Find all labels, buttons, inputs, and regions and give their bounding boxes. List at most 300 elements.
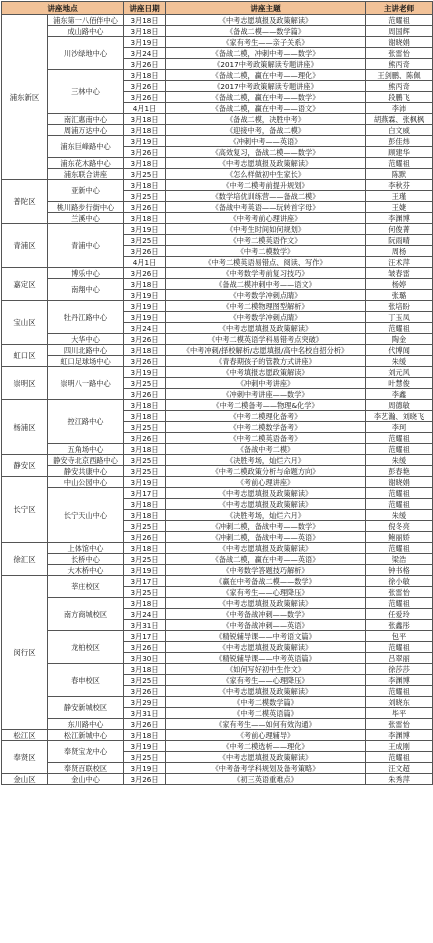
date-cell: 3月18日 [124, 26, 166, 37]
table-row [2, 180, 433, 191]
topic-cell: 《怎么样做初中生家长》 [166, 169, 366, 180]
table-row [2, 774, 433, 785]
topic-cell: 《中考二模备考——物理&化学》 [166, 400, 366, 411]
topic-cell: 《中考二模政策分析与命题方向》 [166, 466, 366, 477]
district-cell: 浦东新区 [2, 15, 48, 180]
date-cell: 3月18日 [124, 345, 166, 356]
teacher-cell: 谢晓娟 [366, 477, 433, 488]
teacher-cell: 范耀祖 [366, 752, 433, 763]
center-cell: 五角场中心 [48, 444, 124, 455]
teacher-cell: 吕翠丽 [366, 653, 433, 664]
teacher-cell: 毕平 [366, 708, 433, 719]
table-row [2, 444, 433, 455]
table-row [2, 565, 433, 576]
header-teacher: 主讲老师 [366, 2, 433, 15]
district-cell: 宝山区 [2, 301, 48, 345]
date-cell: 3月18日 [124, 213, 166, 224]
center-cell: 亚新中心 [48, 180, 124, 202]
teacher-cell: 李渊博 [366, 213, 433, 224]
district-cell: 虹口区 [2, 345, 48, 367]
teacher-cell: 鲍丽娇 [366, 532, 433, 543]
teacher-cell: 李鑫 [366, 389, 433, 400]
date-cell: 3月18日 [124, 510, 166, 521]
teacher-cell: 刘元风 [366, 367, 433, 378]
teacher-cell: 朱缓 [366, 356, 433, 367]
date-cell: 3月18日 [124, 180, 166, 191]
table-row [2, 213, 433, 224]
topic-cell: 《中考填报志愿政策解读》 [166, 367, 366, 378]
center-cell: 莘庄校区 [48, 576, 124, 598]
teacher-cell: 皱春雷 [366, 268, 433, 279]
date-cell: 3月31日 [124, 708, 166, 719]
table-row [2, 477, 433, 488]
center-cell: 静安新城校区 [48, 697, 124, 719]
topic-cell: 《中考志愿填报及政策解读》 [166, 488, 366, 499]
date-cell: 3月18日 [124, 411, 166, 422]
date-cell: 3月26日 [124, 642, 166, 653]
date-cell: 3月19日 [124, 477, 166, 488]
topic-cell: 《冲刺中考——英语》 [166, 136, 366, 147]
topic-cell: 《中考二模考前提升规划》 [166, 180, 366, 191]
date-cell: 3月17日 [124, 488, 166, 499]
topic-cell: 《考前心理讲座》 [166, 477, 366, 488]
topic-cell: 《中考二模理化备考》 [166, 411, 366, 422]
date-cell: 3月25日 [124, 675, 166, 686]
center-cell: 崇明八一路中心 [48, 367, 124, 400]
date-cell: 3月26日 [124, 246, 166, 257]
date-cell: 3月19日 [124, 136, 166, 147]
center-cell: 奉贤百联校区 [48, 763, 124, 774]
topic-cell: 《中考志愿填报及政策解读》 [166, 686, 366, 697]
teacher-cell: 张雷怡 [366, 587, 433, 598]
topic-cell: 《中考志愿填报及政策解读》 [166, 543, 366, 554]
topic-cell: 《备战二模，赢在中考——语文》 [166, 103, 366, 114]
center-cell: 青浦中心 [48, 224, 124, 268]
teacher-cell: 叶慧俊 [366, 378, 433, 389]
topic-cell: 《考前心理辅导》 [166, 730, 366, 741]
teacher-cell: 徐莎莎 [366, 664, 433, 675]
date-cell: 3月24日 [124, 323, 166, 334]
date-cell: 3月19日 [124, 224, 166, 235]
date-cell: 3月26日 [124, 532, 166, 543]
teacher-cell: 彭佳炜 [366, 136, 433, 147]
center-cell: 上体馆中心 [48, 543, 124, 554]
center-cell: 四川北路中心 [48, 345, 124, 356]
table-row [2, 268, 433, 279]
teacher-cell: 张鑫彤 [366, 620, 433, 631]
table-row [2, 301, 433, 312]
teacher-cell: 顾建华 [366, 147, 433, 158]
teacher-cell: 李渊博 [366, 730, 433, 741]
date-cell: 3月26日 [124, 433, 166, 444]
date-cell: 3月26日 [124, 389, 166, 400]
topic-cell: 《备战二模，决胜中考》 [166, 114, 366, 125]
teacher-cell: 王瑾 [366, 191, 433, 202]
center-cell: 南汇惠南中心 [48, 114, 124, 125]
table-row [2, 488, 433, 499]
date-cell: 3月25日 [124, 587, 166, 598]
center-cell: 南方商城校区 [48, 598, 124, 631]
table-row [2, 15, 433, 26]
date-cell: 3月19日 [124, 763, 166, 774]
table-row [2, 719, 433, 730]
date-cell: 3月25日 [124, 752, 166, 763]
topic-cell: 《中考生时间如何规划》 [166, 224, 366, 235]
date-cell: 3月19日 [124, 565, 166, 576]
teacher-cell: 李秋芬 [366, 180, 433, 191]
district-cell: 嘉定区 [2, 268, 48, 301]
center-cell: 牡丹江路中心 [48, 301, 124, 334]
center-cell: 大华中心 [48, 334, 124, 345]
table-row [2, 730, 433, 741]
topic-cell: 《冲刺二模，备战中考——数学》 [166, 521, 366, 532]
date-cell: 3月26日 [124, 81, 166, 92]
date-cell: 3月17日 [124, 576, 166, 587]
topic-cell: 《中考二模英语易错点、阅读、写作》 [166, 257, 366, 268]
date-cell: 3月25日 [124, 235, 166, 246]
date-cell: 3月18日 [124, 444, 166, 455]
table-row [2, 125, 433, 136]
topic-cell: 《数学培优训练营——备战二模》 [166, 191, 366, 202]
date-cell: 3月25日 [124, 455, 166, 466]
teacher-cell: 范耀祖 [366, 543, 433, 554]
table-row [2, 400, 433, 411]
teacher-cell: 朱秀萍 [366, 774, 433, 785]
date-cell: 3月19日 [124, 367, 166, 378]
teacher-cell: 范耀祖 [366, 488, 433, 499]
center-cell: 春申校区 [48, 664, 124, 697]
table-row [2, 741, 433, 752]
topic-cell: 《中考数学考前复习技巧》 [166, 268, 366, 279]
date-cell: 3月31日 [124, 620, 166, 631]
topic-cell: 《备战中考二模》 [166, 444, 366, 455]
teacher-cell: 朱缓 [366, 455, 433, 466]
center-cell: 长宁天山中心 [48, 488, 124, 543]
date-cell: 3月19日 [124, 290, 166, 301]
date-cell: 3月24日 [124, 48, 166, 59]
date-cell: 3月17日 [124, 631, 166, 642]
date-cell: 3月26日 [124, 268, 166, 279]
center-cell: 川沙绿地中心 [48, 37, 124, 70]
district-cell: 静安区 [2, 455, 48, 477]
teacher-cell: 徐小敏 [366, 576, 433, 587]
table-row [2, 763, 433, 774]
date-cell: 3月19日 [124, 301, 166, 312]
topic-cell: 《2017中考政策解读专题讲座》 [166, 59, 366, 70]
teacher-cell: 任爱玲 [366, 609, 433, 620]
table-row [2, 455, 433, 466]
topic-cell: 《冲刺二模，备战中考——英语》 [166, 532, 366, 543]
date-cell: 4月1日 [124, 103, 166, 114]
district-cell: 闵行区 [2, 576, 48, 730]
center-cell: 周浦万达中心 [48, 125, 124, 136]
center-cell: 龙柏校区 [48, 631, 124, 664]
date-cell: 3月19日 [124, 312, 166, 323]
table-row [2, 26, 433, 37]
topic-cell: 《中考二模英语篇》 [166, 708, 366, 719]
teacher-cell: 熊丙奇 [366, 81, 433, 92]
date-cell: 3月18日 [124, 70, 166, 81]
teacher-cell: 王剑鹏、陈佩 [366, 70, 433, 81]
date-cell: 3月18日 [124, 125, 166, 136]
date-cell: 3月18日 [124, 279, 166, 290]
header-date: 讲座日期 [124, 2, 166, 15]
date-cell: 3月25日 [124, 191, 166, 202]
teacher-cell: 范耀祖 [366, 444, 433, 455]
date-cell: 3月26日 [124, 356, 166, 367]
date-cell: 3月18日 [124, 543, 166, 554]
district-cell: 杨浦区 [2, 400, 48, 455]
table-row [2, 576, 433, 587]
teacher-cell: 陈默 [366, 169, 433, 180]
topic-cell: 《中考志愿填报及政策解读》 [166, 15, 366, 26]
teacher-cell: 范耀祖 [366, 686, 433, 697]
table-row [2, 345, 433, 356]
center-cell: 虹口足球场中心 [48, 356, 124, 367]
date-cell: 3月26日 [124, 774, 166, 785]
schedule-body [2, 15, 433, 785]
teacher-cell: 周杨 [366, 246, 433, 257]
district-cell: 奉贤区 [2, 741, 48, 774]
teacher-cell: 王成刚 [366, 741, 433, 752]
topic-cell: 《中考志愿填报及政策解读》 [166, 752, 366, 763]
topic-cell: 《高效复习，备战二模——数学》 [166, 147, 366, 158]
date-cell: 3月25日 [124, 378, 166, 389]
table-row [2, 136, 433, 147]
topic-cell: 《迎接中考，备战二模》 [166, 125, 366, 136]
date-cell: 3月25日 [124, 466, 166, 477]
date-cell: 3月24日 [124, 609, 166, 620]
date-cell: 3月30日 [124, 653, 166, 664]
district-cell: 普陀区 [2, 180, 48, 224]
topic-cell: 《家有考生——心理降压》 [166, 675, 366, 686]
table-row [2, 70, 433, 81]
teacher-cell: 包平 [366, 631, 433, 642]
teacher-cell: 熊丙奇 [366, 59, 433, 70]
topic-cell: 《如何写好初中生作文》 [166, 664, 366, 675]
teacher-cell: 汪术萍 [366, 257, 433, 268]
topic-cell: 《中考数学冲刺点睛》 [166, 290, 366, 301]
teacher-cell: 范耀祖 [366, 323, 433, 334]
center-cell: 成山路中心 [48, 26, 124, 37]
center-cell: 奉贤宝龙中心 [48, 741, 124, 763]
table-row [2, 554, 433, 565]
date-cell: 3月18日 [124, 499, 166, 510]
topic-cell: 《精锐辅导课——中考英语篇》 [166, 653, 366, 664]
date-cell: 3月26日 [124, 686, 166, 697]
center-cell: 兰溪中心 [48, 213, 124, 224]
date-cell: 3月18日 [124, 114, 166, 125]
district-cell: 长宁区 [2, 477, 48, 543]
topic-cell: 《中考二模选析——理化》 [166, 741, 366, 752]
center-cell: 中山公园中心 [48, 477, 124, 488]
teacher-cell: 李艺瀚、刘晓飞 [366, 411, 433, 422]
teacher-cell: 段鹏飞 [366, 92, 433, 103]
topic-cell: 《中考志愿填报及政策解读》 [166, 642, 366, 653]
teacher-cell: 朱缓 [366, 510, 433, 521]
header-location: 讲座地点 [2, 2, 124, 15]
topic-cell: 《赢在中考备战二模——数学》 [166, 576, 366, 587]
topic-cell: 《2017中考政策解读专题讲座》 [166, 81, 366, 92]
date-cell: 3月25日 [124, 554, 166, 565]
date-cell: 3月26日 [124, 92, 166, 103]
teacher-cell: 范耀祖 [366, 15, 433, 26]
center-cell: 桃川路步行街中心 [48, 202, 124, 213]
topic-cell: 《家有考生——亲子关系》 [166, 37, 366, 48]
table-row [2, 697, 433, 708]
topic-cell: 《中考二模英语学科易错考点突破》 [166, 334, 366, 345]
topic-cell: 《决胜考场，灿烂六月》 [166, 510, 366, 521]
teacher-cell: 范耀祖 [366, 158, 433, 169]
table-row [2, 334, 433, 345]
teacher-cell: 陶金 [366, 334, 433, 345]
header-topic: 讲座主题 [166, 2, 366, 15]
topic-cell: 《中考备战冲刺——数学》 [166, 609, 366, 620]
date-cell: 3月18日 [124, 15, 166, 26]
topic-cell: 《初三英语重难点》 [166, 774, 366, 785]
table-row [2, 356, 433, 367]
topic-cell: 《中考二模数学篇》 [166, 697, 366, 708]
center-cell: 浦东巨峰路中心 [48, 136, 124, 158]
center-cell: 金山中心 [48, 774, 124, 785]
topic-cell: 《中考二模数学备考》 [166, 422, 366, 433]
table-row [2, 158, 433, 169]
topic-cell: 《中考二模英语作文》 [166, 235, 366, 246]
center-cell: 东川路中心 [48, 719, 124, 730]
topic-cell: 《备战二模，冲刺中考——数学》 [166, 48, 366, 59]
topic-cell: 《备战二模——数学篇》 [166, 26, 366, 37]
topic-cell: 《中考志愿填报及政策解读》 [166, 598, 366, 609]
header-row [2, 2, 433, 15]
district-cell: 松江区 [2, 730, 48, 741]
topic-cell: 《家有考生——心理降压》 [166, 587, 366, 598]
date-cell: 3月18日 [124, 598, 166, 609]
date-cell: 3月26日 [124, 59, 166, 70]
teacher-cell: 何俊菁 [366, 224, 433, 235]
teacher-cell: 周国辉 [366, 26, 433, 37]
topic-cell: 《决胜考场，灿烂六月》 [166, 455, 366, 466]
date-cell: 3月19日 [124, 37, 166, 48]
topic-cell: 《青春期孩子的管教方式讲座》 [166, 356, 366, 367]
date-cell: 3月26日 [124, 202, 166, 213]
topic-cell: 《中考二模数学》 [166, 246, 366, 257]
teacher-cell: 胡燕霖、张枫枫 [366, 114, 433, 125]
teacher-cell: 王婕 [366, 202, 433, 213]
center-cell: 博乐中心 [48, 268, 124, 279]
center-cell: 浦东联合讲座 [48, 169, 124, 180]
topic-cell: 《备战二模，赢在中考——数学》 [166, 92, 366, 103]
table-row [2, 279, 433, 290]
teacher-cell: 张璐 [366, 290, 433, 301]
teacher-cell: 范耀祖 [366, 642, 433, 653]
topic-cell: 《备战二模，赢在中考——英语》 [166, 554, 366, 565]
table-row [2, 202, 433, 213]
district-cell: 崇明区 [2, 367, 48, 400]
center-cell: 静安共康中心 [48, 466, 124, 477]
table-row [2, 598, 433, 609]
teacher-cell: 李沛 [366, 103, 433, 114]
teacher-cell: 张雷怡 [366, 48, 433, 59]
date-cell: 3月18日 [124, 730, 166, 741]
table-row [2, 169, 433, 180]
teacher-cell: 钟书格 [366, 565, 433, 576]
table-row [2, 543, 433, 554]
teacher-cell: 倪冬亮 [366, 521, 433, 532]
topic-cell: 《中考二模英语备考》 [166, 433, 366, 444]
teacher-cell: 范耀祖 [366, 433, 433, 444]
topic-cell: 《冲刺中考讲座》 [166, 378, 366, 389]
date-cell: 3月26日 [124, 334, 166, 345]
topic-cell: 《中考数学答题技巧解析》 [166, 565, 366, 576]
topic-cell: 《中考志愿填报及政策解读》 [166, 499, 366, 510]
lecture-schedule-table [1, 1, 433, 785]
topic-cell: 《冲刺中考讲座——数学》 [166, 389, 366, 400]
teacher-cell: 杨婷 [366, 279, 433, 290]
center-cell: 大木桥中心 [48, 565, 124, 576]
date-cell: 3月26日 [124, 147, 166, 158]
table-row [2, 367, 433, 378]
teacher-cell: 周德敏 [366, 400, 433, 411]
table-row [2, 224, 433, 235]
district-cell: 徐汇区 [2, 543, 48, 576]
center-cell: 长桥中心 [48, 554, 124, 565]
topic-cell: 《中考冲刺/择校解析/志愿填报/高中名校自招分析》 [166, 345, 366, 356]
table-row [2, 664, 433, 675]
table-row [2, 631, 433, 642]
district-cell: 金山区 [2, 774, 48, 785]
topic-cell: 《中考志愿填报及政策解读》 [166, 323, 366, 334]
teacher-cell: 张雷怡 [366, 719, 433, 730]
teacher-cell: 代博闻 [366, 345, 433, 356]
teacher-cell: 彭春艳 [366, 466, 433, 477]
teacher-cell: 李珂 [366, 422, 433, 433]
center-cell: 浦东第一八佰伴中心 [48, 15, 124, 26]
topic-cell: 《精锐辅导课——中考语文篇》 [166, 631, 366, 642]
topic-cell: 《中考志愿填报及政策解读》 [166, 158, 366, 169]
center-cell: 南翔中心 [48, 279, 124, 301]
date-cell: 3月29日 [124, 697, 166, 708]
date-cell: 3月18日 [124, 664, 166, 675]
center-cell: 静安寺北京西路中心 [48, 455, 124, 466]
district-cell: 青浦区 [2, 224, 48, 268]
teacher-cell: 范耀祖 [366, 499, 433, 510]
teacher-cell: 李渊博 [366, 675, 433, 686]
teacher-cell: 梁浩 [366, 554, 433, 565]
date-cell: 3月25日 [124, 521, 166, 532]
center-cell: 三林中心 [48, 70, 124, 114]
table-row [2, 114, 433, 125]
topic-cell: 《中考考前心理讲座》 [166, 213, 366, 224]
date-cell: 3月18日 [124, 158, 166, 169]
topic-cell: 《备战二模，赢在中考——理化》 [166, 70, 366, 81]
date-cell: 3月18日 [124, 400, 166, 411]
topic-cell: 《中考备战冲刺——英语》 [166, 620, 366, 631]
topic-cell: 《中考二模物理图型解析》 [166, 301, 366, 312]
date-cell: 3月26日 [124, 719, 166, 730]
topic-cell: 《中考数学冲刺点睛》 [166, 312, 366, 323]
topic-cell: 《家有考生——如何有效沟通》 [166, 719, 366, 730]
teacher-cell: 范耀祖 [366, 598, 433, 609]
teacher-cell: 汪文超 [366, 763, 433, 774]
date-cell: 4月1日 [124, 257, 166, 268]
teacher-cell: 阮雨晴 [366, 235, 433, 246]
teacher-cell: 谢晓娟 [366, 37, 433, 48]
teacher-cell: 丁玉凤 [366, 312, 433, 323]
date-cell: 3月25日 [124, 169, 166, 180]
teacher-cell: 刘晓东 [366, 697, 433, 708]
topic-cell: 《备战二模冲刺中考——语文》 [166, 279, 366, 290]
date-cell: 3月25日 [124, 422, 166, 433]
